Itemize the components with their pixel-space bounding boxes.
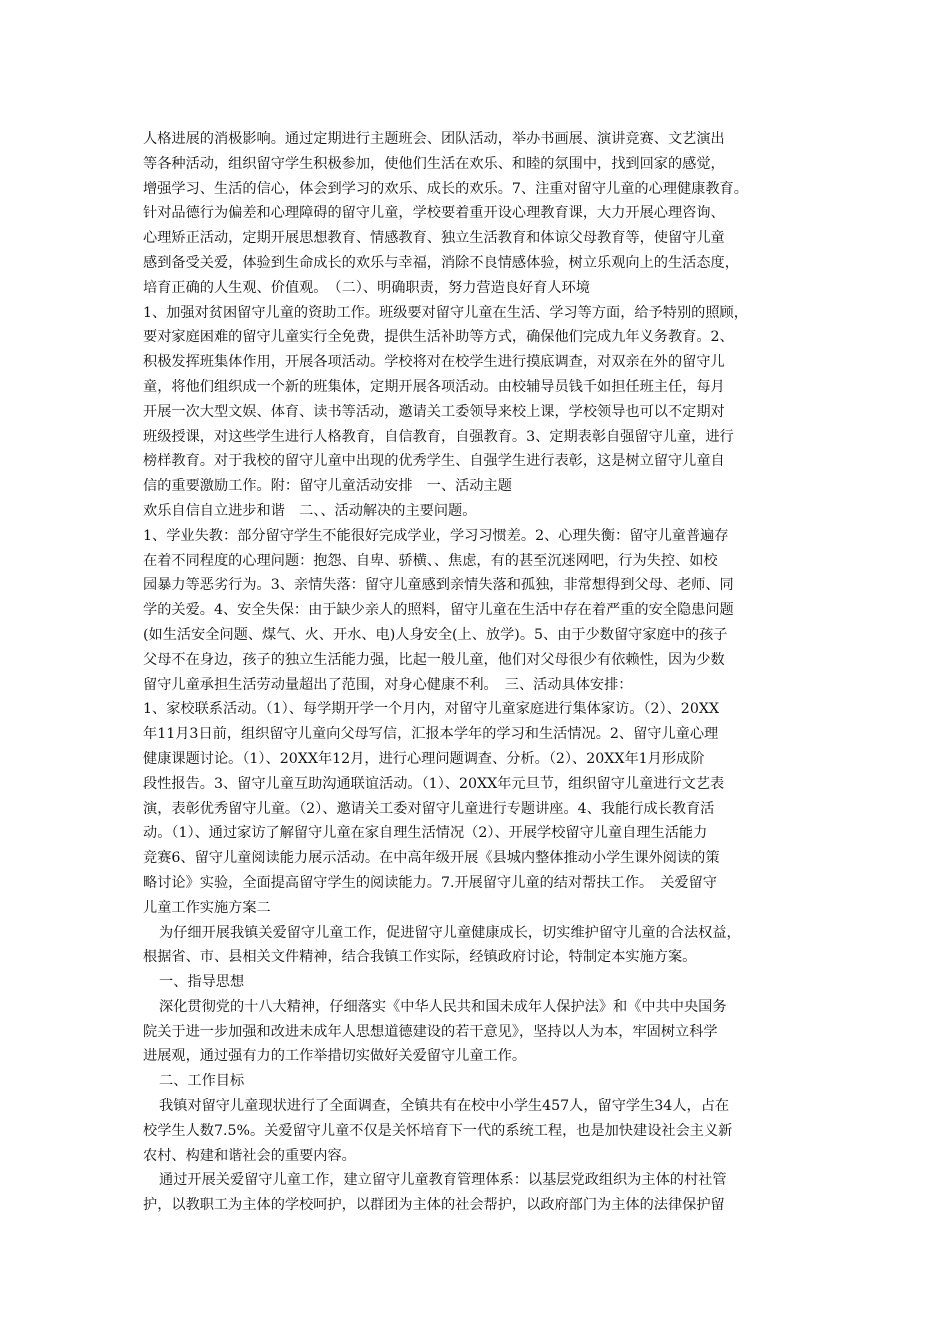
- text-line: 人格进展的消极影响。通过定期进行主题班会、团队活动，举办书画展、演讲竞赛、文艺演出: [143, 131, 725, 147]
- text-line: 班级授课，对这些学生进行人格教育，自信教育，自强教育。3、定期表彰自强留守儿童，进行: [143, 428, 734, 445]
- text-line: 动。（1）、通过家访了解留守儿童在家自理生活情况（2）、开展学校留守儿童自理生活能力: [143, 825, 708, 842]
- text-line: 年11月3日前，组织留守儿童向父母写信，汇报本学年的学习和生活情况。2、留守儿童心理: [143, 726, 719, 743]
- text-line: (如生活安全问题、煤气、火、开水、电)人身安全(上、放学)。5、由于少数留守家庭中的孩子: [143, 626, 728, 643]
- text-line: 留守儿童承担生活劳动量超出了范围，对身心健康不利。 三、活动具体安排：: [143, 676, 633, 693]
- text-line: 园暴力等恶劣行为。3、亲情失落：留守儿童感到亲情失落和孤独，非常想得到父母、老师、同: [143, 577, 734, 594]
- text-line: 护，以教职工为主体的学校呵护，以群团为主体的社会帮护，以政府部门为主体的法律保护留: [143, 1197, 725, 1214]
- text-line: 院关于进一步加强和改进未成年人思想道德建设的若干意见》，坚持以人为本，牢固树立科学: [143, 1023, 718, 1040]
- text-line: 根据省、市、县相关文件精神，结合我镇工作实际，经镇政府讨论，特制定本实施方案。: [143, 949, 697, 966]
- text-line: 农村、构建和谐社会的重要内容。: [143, 1147, 356, 1164]
- text-line: 在着不同程度的心理问题：抱怨、自卑、骄横、、焦虑，有的甚至沉迷网吧，行为失控、如校: [143, 552, 718, 569]
- text-line: 要对家庭困难的留守儿童实行全免费，提供生活补助等方式，确保他们完成九年义务教育。2、: [143, 329, 734, 346]
- text-line: 竞赛6、留守儿童阅读能力展示活动。在中高年级开展《县城内整体推动小学生课外阅读的策: [143, 850, 720, 867]
- text-line: 心理矫正活动，定期开展思想教育、情感教育、独立生活教育和体谅父母教育等，使留守儿童: [143, 230, 725, 247]
- text-line: 段性报告。3、留守儿童互助沟通联谊活动。（1）、20XX年元旦节，组织留守儿童进行文艺表: [143, 775, 725, 792]
- text-line: 略讨论》实验，全面提高留守学生的阅读能力。7.开展留守儿童的结对帮扶工作。 关爱留守: [143, 874, 717, 891]
- text-line: 进展观，通过强有力的工作举措切实做好关爱留守儿童工作。: [143, 1048, 527, 1065]
- text-line: 校学生人数7.5%。关爱留守儿童不仅是关怀培育下一代的系统工程，也是加快建设社会主义新: [143, 1122, 733, 1139]
- text-line: 为仔细开展我镇关爱留守儿童工作，促进留守儿童健康成长，切实维护留守儿童的合法权益，: [159, 924, 741, 941]
- text-line: 父母不在身边，孩子的独立生活能力强，比起一般儿童，他们对父母很少有依赖性，因为少数: [143, 651, 725, 668]
- text-line: 欢乐自信自立进步和谐 二、、活动解决的主要问题。: [143, 502, 477, 519]
- text-line: 增强学习、生活的信心，体会到学习的欢乐、成长的欢乐。7、注重对留守儿童的心理健康教育。: [143, 180, 748, 197]
- section-heading: 二、工作目标: [159, 1073, 245, 1090]
- text-line: 感到备受关爱，体验到生命成长的欢乐与幸福，消除不良情感体验，树立乐观向上的生活态度，: [143, 254, 739, 271]
- text-line: 通过开展关爱留守儿童工作，建立留守儿童教育管理体系：以基层党政组织为主体的村社管: [159, 1172, 727, 1189]
- text-line: 信的重要激励工作。附：留守儿童活动安排 一、活动主题: [143, 478, 512, 495]
- text-line: 演，表彰优秀留守儿童。（2）、邀请关工委对留守儿童进行专题讲座。4、我能行成长教育活: [143, 800, 715, 817]
- document-body: [143, 127, 815, 1218]
- text-line: 榜样教育。对于我校的留守儿童中出现的优秀学生、自强学生进行表彰，这是树立留守儿童自: [143, 453, 725, 470]
- text-line: 积极发挥班集体作用，开展各项活动。学校将对在校学生进行摸底调查，对双亲在外的留守儿: [143, 354, 725, 371]
- text-line: 针对品德行为偏差和心理障碍的留守儿童，学校要着重开设心理教育课，大力开展心理咨询、: [143, 205, 725, 222]
- text-line: 开展一次大型文娱、体育、读书等活动，邀请关工委领导来校上课，学校领导也可以不定期对: [143, 403, 725, 420]
- text-line: 1、学业失教：部分留守学生不能很好完成学业，学习习惯差。2、心理失衡：留守儿童普遍存: [143, 527, 729, 544]
- text-line: 童，将他们组织成一个新的班集体，定期开展各项活动。由校辅导员钱千如担任班主任，每月: [143, 378, 725, 395]
- text-line: 学的关爱。4、安全失保：由于缺少亲人的照料，留守儿童在生活中存在着严重的安全隐患问题: [143, 602, 734, 619]
- text-line: 1、加强对贫困留守儿童的资助工作。班级要对留守儿童在生活、学习等方面，给予特别的照顾，: [143, 304, 748, 321]
- text-line: 培育正确的人生观、价值观。 （二）、明确职责，努力营造良好育人环境: [143, 279, 590, 296]
- text-line: 健康课题讨论。（1）、20XX年12月，进行心理问题调查、分析。（2）、20XX年1月形成阶: [143, 750, 705, 767]
- text-line: 等各种活动，组织留守学生积极参加，使他们生活在欢乐、和睦的氛围中，找到回家的感觉，: [143, 155, 725, 172]
- text-line: 1、家校联系活动。（1）、每学期开学一个月内，对留守儿童家庭进行集体家访。（2）、20XX: [143, 701, 720, 718]
- section-heading: 一、指导思想: [159, 974, 245, 991]
- text-line: 深化贯彻党的十八大精神，仔细落实《中华人民共和国未成年人保护法》和《中共中央国务: [159, 998, 727, 1015]
- section-heading: 儿童工作实施方案二: [143, 899, 271, 916]
- text-line: 我镇对留守儿童现状进行了全面调查，全镇共有在校中小学生457人，留守学生34人，占在: [159, 1098, 730, 1115]
